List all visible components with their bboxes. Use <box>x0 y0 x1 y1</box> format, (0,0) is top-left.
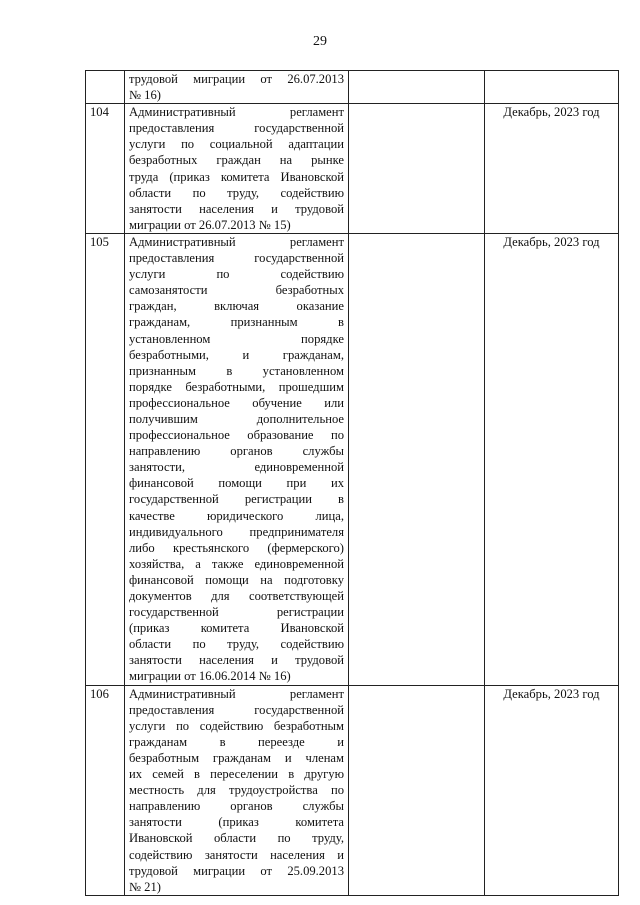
description-line: предоставления государственной <box>129 121 344 136</box>
description-line: получившим дополнительное <box>129 411 344 426</box>
description-line: гражданам, признанным в <box>129 315 344 330</box>
description-line: признанным в установленном <box>129 363 344 378</box>
description-line: граждан, включая оказание <box>129 299 344 314</box>
description-line: качестве юридического лица, <box>129 508 344 523</box>
description-line: миграции от 16.06.2014 № 16) <box>129 669 291 684</box>
description-line: Ивановской области по труду, <box>129 831 344 846</box>
table-row <box>86 233 619 685</box>
description-line: предоставления государственной <box>129 251 344 266</box>
description-line: финансовой помощи на подготовку <box>129 572 344 587</box>
description-line: занятости (приказ комитета <box>129 815 344 830</box>
empty-cell <box>349 233 485 685</box>
description-line: Административный регламент <box>129 105 344 120</box>
row-number: 105 <box>86 233 125 685</box>
description-line: области по труду, содействию <box>129 637 344 652</box>
description-line: направлению органов службы <box>129 799 344 814</box>
description-line: установленном порядке <box>129 331 344 346</box>
row-number <box>86 71 125 104</box>
deadline-cell: Декабрь, 2023 год <box>485 104 619 234</box>
regulations-table <box>85 70 619 896</box>
description-line: самозанятости безработных <box>129 283 344 298</box>
description-line: труда (приказ комитета Ивановской <box>129 169 344 184</box>
description-line: их семей в переселении в другую <box>129 767 344 782</box>
description-line: индивидуального предпринимателя <box>129 524 344 539</box>
empty-cell <box>349 104 485 234</box>
description-line: услуги по содействию <box>129 267 344 282</box>
description-line: профессиональное образование по <box>129 428 344 443</box>
description-line: трудовой миграции от 26.07.2013 <box>129 72 344 86</box>
description-line: Административный регламент <box>129 234 344 249</box>
regulation-description <box>125 685 349 895</box>
description-line: № 16) <box>129 88 161 103</box>
deadline-cell: Декабрь, 2023 год <box>485 685 619 895</box>
description-line: области по труду, содействию <box>129 185 344 200</box>
description-line: содействию занятости населения и <box>129 847 344 862</box>
description-line: профессиональное обучение или <box>129 395 344 410</box>
description-line: безработных граждан на рынке <box>129 153 344 168</box>
description-line: занятости, единовременной <box>129 460 344 475</box>
description-line: финансовой помощи при их <box>129 476 344 491</box>
description-line: безработным гражданам и членам <box>129 750 344 765</box>
description-line: занятости населения и трудовой <box>129 201 344 216</box>
page-number: 29 <box>313 34 327 49</box>
description-line: либо крестьянского (фермерского) <box>129 540 344 555</box>
description-line: Административный регламент <box>129 686 344 701</box>
description-line: № 21) <box>129 879 161 894</box>
description-line: трудовой миграции от 25.09.2013 <box>129 863 344 878</box>
description-line: (приказ комитета Ивановской <box>129 621 344 636</box>
deadline-cell: Декабрь, 2023 год <box>485 233 619 685</box>
description-line: предоставления государственной <box>129 702 344 717</box>
description-line: порядке безработными, прошедшим <box>129 379 344 394</box>
description-line: государственной регистрации в <box>129 492 344 507</box>
description-line: услуги по содействию безработным <box>129 718 344 733</box>
empty-cell <box>349 71 485 104</box>
description-line: государственной регистрации <box>129 605 344 620</box>
description-line: гражданам в переезде и <box>129 734 344 749</box>
regulation-description <box>125 104 349 234</box>
regulation-description <box>125 71 349 104</box>
description-line: хозяйства, а также единовременной <box>129 556 344 571</box>
description-line: документов для соответствующей <box>129 589 344 603</box>
table-row <box>86 685 619 895</box>
row-number: 104 <box>86 104 125 234</box>
description-line: услуги по социальной адаптации <box>129 137 344 152</box>
deadline-cell <box>485 71 619 104</box>
regulation-description <box>125 233 349 685</box>
empty-cell <box>349 685 485 895</box>
description-line: миграции от 26.07.2013 № 15) <box>129 217 291 232</box>
table-row <box>86 104 619 234</box>
description-line: местность для трудоустройства по <box>129 783 344 798</box>
table-row <box>86 71 619 104</box>
description-line: безработными, и гражданам, <box>129 347 344 362</box>
description-line: направлению органов службы <box>129 444 344 459</box>
row-number: 106 <box>86 685 125 895</box>
description-line: занятости населения и трудовой <box>129 653 344 668</box>
